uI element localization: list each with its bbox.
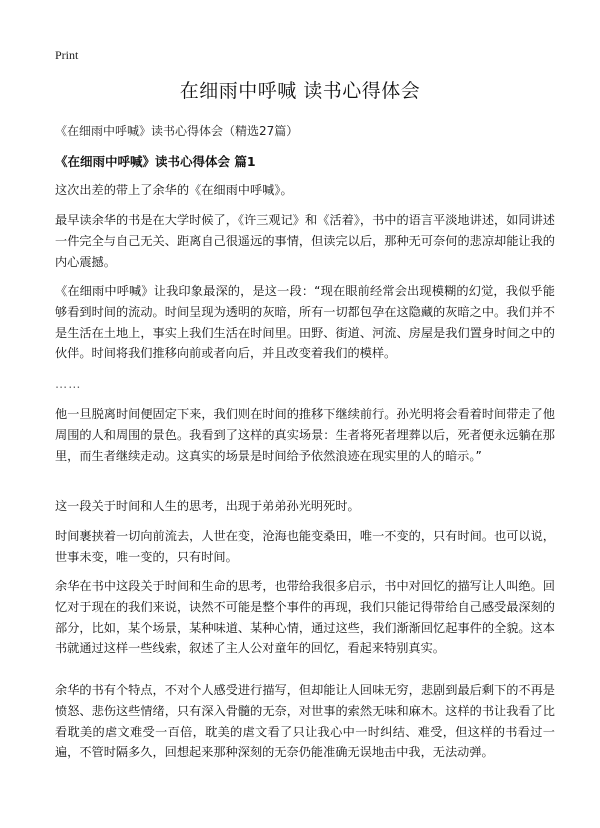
page-title: 在细雨中呼喊 读书心得体会 [179,80,421,102]
paragraph-1: 这次出差的带上了余华的《在细雨中呼喊》。 [55,183,293,197]
paragraph-3: 《在细雨中呼喊》让我印象最深的，是这一段：“现在眼前经常会出现模糊的幻觉，我似乎能够看到时间的流动。时间呈现为透明的灰暗，所有一切都包孕在这隐藏的灰暗之中。我们并不是生活在土地上，事实上我们生活在时间里。田野、街道、河流、房屋是我们置身时间之中的伙伴。时间将我们推移向前或者向后，并且改变着我们的模样。 [55,284,555,361]
ellipsis-separator: …… [55,377,82,391]
paragraph-4: 他一旦脱离时间便固定下来，我们则在时间的推移下继续前行。孙光明将会看着时间带走了他周围的人和周围的景色。我看到了这样的真实场景：生者将死者埋葬以后，死者便永远躺在那里，而生者继续走动。这真实的场景是时间给予依然浪迹在现实里的人的暗示。” [55,407,555,463]
section-heading: 《在细雨中呼喊》读书心得体会 篇1 [55,154,256,169]
paragraph-8: 余华的书有个特点，不对个人感受进行描写，但却能让人回味无穷，悲剧到最后剩下的不再是愤怒、悲伤这些情绪，只有深入骨髓的无奈，对世事的索然无味和麻木。这样的书让我看了比看耽美的虐文难受一百倍，耽美的虐文看了只让我心中一时纠结、难受，但这样的书看过一遍，不管时隔多久，回想起来那种深刻的无奈仍能准确无误地击中我，无法动弹。 [55,683,555,760]
paragraph-6: 时间裹挟着一切向前流去，人世在变，沧海也能变桑田，唯一不变的，只有时间。也可以说，世事未变，唯一变的，只有时间。 [55,529,555,564]
paragraph-2: 最早读余华的书是在大学时候了，《许三观记》和《活着》，书中的语言平淡地讲述，如同讲述一件完全与自己无关、距离自己很遥远的事情，但读完以后，那种无可奈何的悲凉却能让我的内心震撼。 [55,213,555,269]
document-subtitle: 《在细雨中呼喊》读书心得体会（精选27篇） [55,124,299,138]
paragraph-5: 这一段关于时间和人生的思考，出现于弟弟孙光明死时。 [55,499,360,513]
paragraph-7: 余华在书中这段关于时间和生命的思考，也带给我很多启示，书中对回忆的描写让人叫绝。回忆对于现在的我们来说，诀然不可能是整个事件的再现，我们只能记得带给自己感受最深刻的部分，比如，某个场景，某种味道、某种心情，通过这些，我们渐渐回忆起事件的全貌。这本书就通过这样一些线索，叙述了主人公对童年的回忆，看起来特别真实。 [55,579,555,656]
print-link[interactable]: Print [55,48,79,62]
